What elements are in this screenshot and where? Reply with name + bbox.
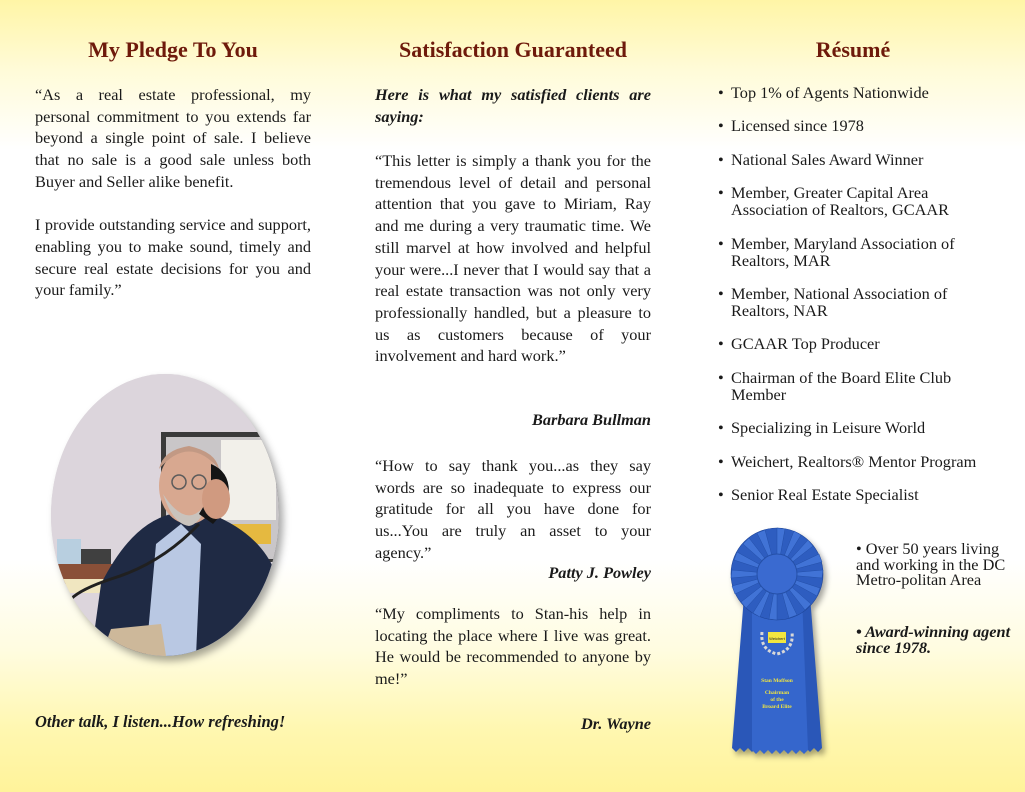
bullet-icon: • (856, 622, 862, 641)
resume-item: • Member, Greater Capital Area Association of Realtors, GCAAR (718, 183, 949, 220)
resume-item: • GCAAR Top Producer (718, 334, 880, 354)
agent-photo (51, 374, 279, 656)
testimonial-quote: “How to say thank you...as they say words are so inadequate to express our gratitude for all you have done for us...You are truly an asset to your agency.” (375, 456, 651, 562)
bullet-icon: • (718, 116, 724, 136)
resume-item: • Specializing in Leisure World (718, 418, 926, 438)
resume-item: • Senior Real Estate Specialist (718, 484, 919, 504)
testimonial-quote: “This letter is simply a thank you for the tremendous level of detail and personal attention that you gave to Miriam, Ray and me during a very traumatic time. We still marvel at how involved and helpful your were...I never that I would say that a real estate transaction was not only very professionally handled, but a pleasure to us as customers because of your involvement and hard work.” (375, 151, 651, 366)
agent-photo-image (51, 374, 279, 656)
resume-item: • Chairman of the Board Elite Club Member (718, 367, 952, 404)
resume-item: • Member, National Association of Realtors, NAR (718, 283, 948, 320)
award-ribbon-image (722, 526, 832, 758)
bullet-icon: • (718, 334, 724, 354)
pledge-panel (35, 0, 311, 792)
bullet-icon: • (718, 451, 724, 471)
testimonial-quote: “My compliments to Stan-his help in locating the place where I live was great. He would be recommended to anyone by me!” (375, 604, 651, 689)
bullet-icon: • (718, 367, 724, 387)
resume-list (718, 84, 1008, 519)
bullet-icon: • (718, 484, 724, 504)
ribbon-name: Stan Moffson (761, 678, 793, 684)
resume-extra-item: • Award-winning agent since 1978. (856, 622, 1011, 657)
pledge-paragraph: I provide outstanding service and support, enabling you to make sound, timely and secure real estate decisions for you and your family.” (35, 215, 311, 300)
ribbon-icon (722, 526, 832, 758)
resume-item: • National Sales Award Winner (718, 149, 924, 169)
testimonial-author: Barbara Bullman (532, 410, 651, 429)
resume-item: • Licensed since 1978 (718, 116, 864, 136)
ribbon-line: Broard Elite (762, 704, 792, 710)
testimonial-author: Patty J. Powley (548, 563, 651, 582)
satisfaction-title: Satisfaction Guaranteed (399, 37, 627, 62)
testimonial-author: Dr. Wayne (581, 714, 651, 733)
bullet-icon: • (718, 233, 724, 253)
resume-panel (718, 0, 1011, 792)
ribbon-line: of the (770, 697, 784, 703)
resume-item: • Weichert, Realtors® Mentor Program (718, 451, 977, 471)
bullet-icon: • (718, 283, 724, 303)
bullet-icon: • (718, 83, 724, 102)
ribbon-badge-text: Weichert (769, 636, 785, 641)
resume-item: • Member, Maryland Association of Realtors, MAR (718, 233, 955, 270)
bullet-icon: • (718, 149, 724, 169)
pledge-paragraph: “As a real estate professional, my personal commitment to you extends far beyond a single point of sale. I believe that no sale is a good sale unless both Buyer and Seller alike benefit. (35, 85, 311, 191)
testimonials-intro: Here is what my satisfied clients are saying: (375, 85, 651, 126)
resume-item: • Top 1% of Agents Nationwide (718, 83, 929, 102)
bullet-icon: • (856, 539, 862, 558)
ribbon-line: Chairman (764, 690, 790, 696)
satisfaction-panel (375, 0, 651, 792)
pledge-text (35, 84, 311, 301)
bullet-icon: • (718, 418, 724, 438)
resume-extra-item: • Over 50 years living and working in the DC Metro-politan Area (856, 539, 1006, 589)
resume-title: Résumé (815, 37, 891, 62)
bullet-icon: • (718, 183, 724, 203)
pledge-tagline: Other talk, I listen...How refreshing! (35, 712, 286, 731)
pledge-title: My Pledge To You (88, 37, 258, 62)
